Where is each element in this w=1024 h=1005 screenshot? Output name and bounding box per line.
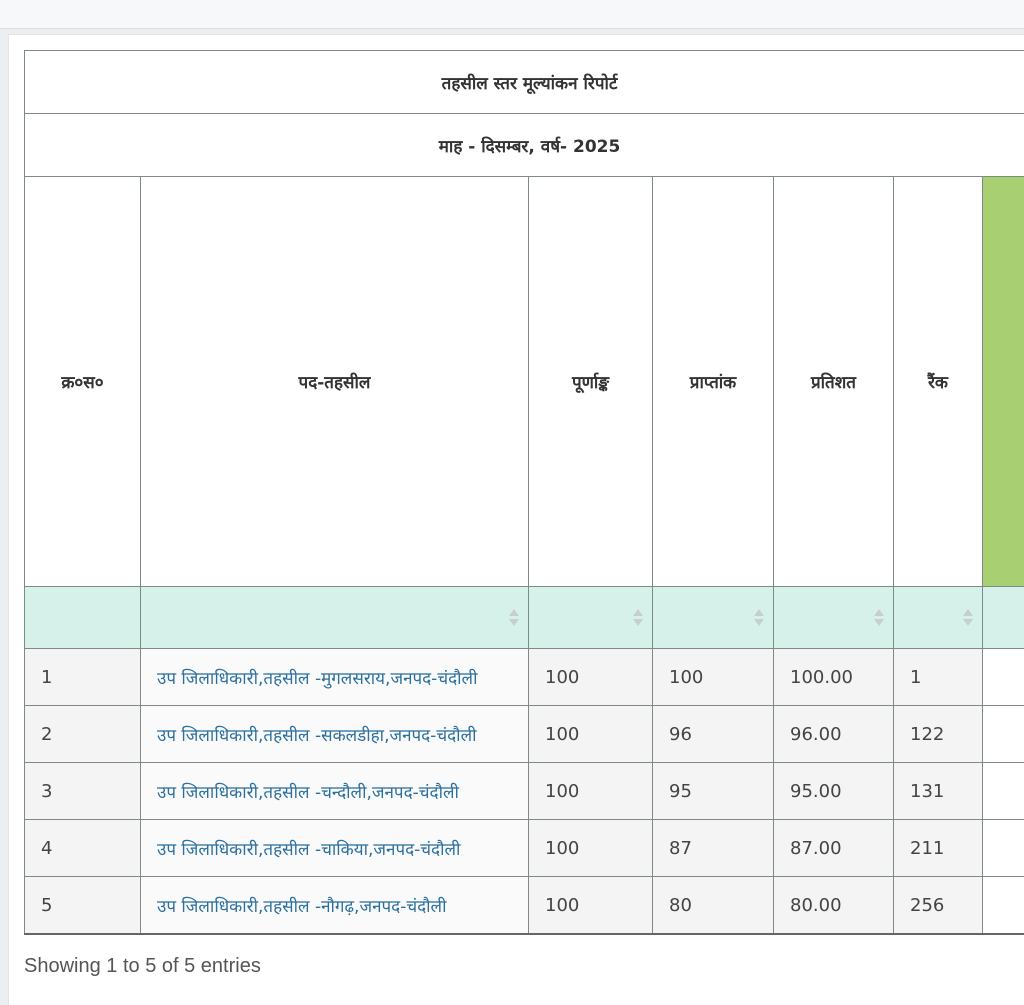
cell-obtained: 95 bbox=[653, 763, 774, 820]
cell-post-link[interactable]: उप जिलाधिकारी,तहसील -चाकिया,जनपद-चंदौली bbox=[141, 820, 529, 877]
sort-icon[interactable] bbox=[509, 609, 519, 627]
cell-percent: 80.00 bbox=[774, 877, 894, 935]
cell-post-link[interactable]: उप जिलाधिकारी,तहसील -सकलडीहा,जनपद-चंदौली bbox=[141, 706, 529, 763]
cell-serial: 1 bbox=[25, 649, 141, 706]
sort-icon[interactable] bbox=[874, 609, 884, 627]
cell-max-marks: 100 bbox=[529, 877, 653, 935]
header-extra-green[interactable] bbox=[983, 177, 1024, 587]
cell-obtained: 96 bbox=[653, 706, 774, 763]
cell-percent: 96.00 bbox=[774, 706, 894, 763]
cell-obtained: 87 bbox=[653, 820, 774, 877]
sort-icon[interactable] bbox=[633, 609, 643, 627]
header-max-marks[interactable]: पूर्णाङ्क bbox=[529, 177, 653, 587]
cell-rank: 1 bbox=[894, 649, 983, 706]
report-subtitle: माह - दिसम्बर, वर्ष- 2025 bbox=[25, 114, 1024, 177]
table-row bbox=[25, 649, 1024, 706]
sort-icon[interactable] bbox=[754, 609, 764, 627]
cell-max-marks: 100 bbox=[529, 649, 653, 706]
header-percent[interactable]: प्रतिशत bbox=[774, 177, 894, 587]
table-row bbox=[25, 820, 1024, 877]
top-bar bbox=[0, 0, 1024, 29]
table-row bbox=[25, 763, 1024, 820]
report-title: तहसील स्तर मूल्यांकन रिपोर्ट bbox=[25, 51, 1024, 114]
cell-post-link[interactable]: उप जिलाधिकारी,तहसील -मुगलसराय,जनपद-चंदौली bbox=[141, 649, 529, 706]
cell-percent: 95.00 bbox=[774, 763, 894, 820]
header-post[interactable]: पद-तहसील bbox=[141, 177, 529, 587]
cell-extra bbox=[983, 706, 1024, 763]
cell-extra bbox=[983, 763, 1024, 820]
cell-percent: 100.00 bbox=[774, 649, 894, 706]
cell-rank: 211 bbox=[894, 820, 983, 877]
filter-extra[interactable] bbox=[983, 587, 1024, 649]
cell-rank: 122 bbox=[894, 706, 983, 763]
cell-max-marks: 100 bbox=[529, 763, 653, 820]
evaluation-report-table bbox=[24, 50, 1024, 935]
filter-post[interactable] bbox=[141, 587, 529, 649]
cell-serial: 2 bbox=[25, 706, 141, 763]
cell-extra bbox=[983, 877, 1024, 935]
filter-serial[interactable] bbox=[25, 587, 141, 649]
header-obtained[interactable]: प्राप्तांक bbox=[653, 177, 774, 587]
cell-obtained: 80 bbox=[653, 877, 774, 935]
header-serial[interactable]: क्र०स० bbox=[25, 177, 141, 587]
cell-serial: 3 bbox=[25, 763, 141, 820]
cell-max-marks: 100 bbox=[529, 706, 653, 763]
cell-rank: 131 bbox=[894, 763, 983, 820]
filter-obtained[interactable] bbox=[653, 587, 774, 649]
sort-icon[interactable] bbox=[963, 609, 973, 627]
table-row bbox=[25, 877, 1024, 935]
cell-obtained: 100 bbox=[653, 649, 774, 706]
cell-percent: 87.00 bbox=[774, 820, 894, 877]
cell-extra bbox=[983, 649, 1024, 706]
cell-post-link[interactable]: उप जिलाधिकारी,तहसील -नौगढ़,जनपद-चंदौली bbox=[141, 877, 529, 935]
filter-rank[interactable] bbox=[894, 587, 983, 649]
table-row bbox=[25, 706, 1024, 763]
cell-extra bbox=[983, 820, 1024, 877]
filter-max-marks[interactable] bbox=[529, 587, 653, 649]
table-info-text: Showing 1 to 5 of 5 entries bbox=[24, 955, 261, 978]
cell-max-marks: 100 bbox=[529, 820, 653, 877]
cell-serial: 4 bbox=[25, 820, 141, 877]
header-rank[interactable]: रैंक bbox=[894, 177, 983, 587]
filter-percent[interactable] bbox=[774, 587, 894, 649]
cell-post-link[interactable]: उप जिलाधिकारी,तहसील -चन्दौली,जनपद-चंदौली bbox=[141, 763, 529, 820]
cell-serial: 5 bbox=[25, 877, 141, 935]
cell-rank: 256 bbox=[894, 877, 983, 935]
